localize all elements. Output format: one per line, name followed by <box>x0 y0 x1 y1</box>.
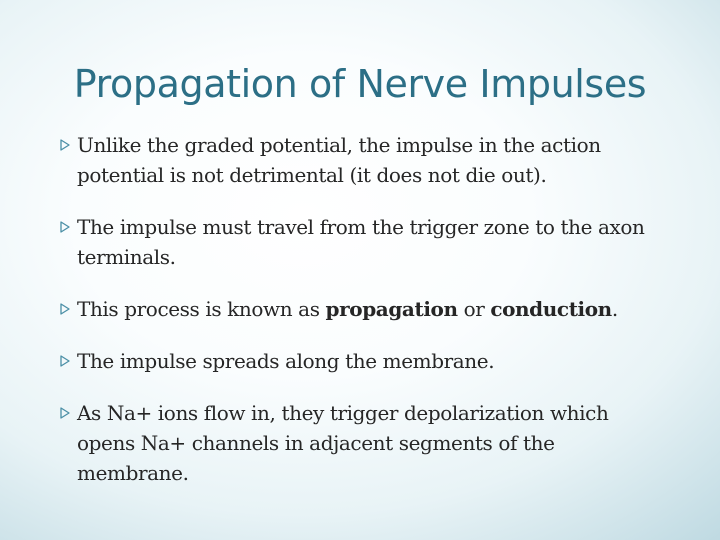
bullet-text: Unlike the graded potential, the impulse in the action potential is not detrimental (it does not die out). <box>77 133 601 187</box>
term-conduction: conduction <box>490 297 612 321</box>
bullet-text-end: . <box>611 297 618 321</box>
pointer-triangle-icon <box>60 351 73 371</box>
bullet-item <box>60 346 670 376</box>
pointer-triangle-icon <box>60 403 73 423</box>
bullet-text: The impulse spreads along the membrane. <box>77 349 495 373</box>
bullet-item <box>60 130 670 190</box>
bullet-item <box>60 212 670 272</box>
bullet-item <box>60 398 670 488</box>
bullet-text-start: This process is known as <box>77 297 326 321</box>
pointer-triangle-icon <box>60 299 73 319</box>
pointer-triangle-icon <box>60 135 73 155</box>
slide-title: Propagation of Nerve Impulses <box>73 62 647 106</box>
pointer-triangle-icon <box>60 217 73 237</box>
term-propagation: propagation <box>325 297 458 321</box>
bullet-text: The impulse must travel from the trigger zone to the axon terminals. <box>77 215 645 269</box>
bullet-item <box>60 294 670 324</box>
bullet-text-mid: or <box>457 297 491 321</box>
bullet-text: As Na+ ions flow in, they trigger depolarization which opens Na+ channels in adjacent segments of the membrane. <box>77 401 609 485</box>
bullet-list <box>60 130 670 510</box>
